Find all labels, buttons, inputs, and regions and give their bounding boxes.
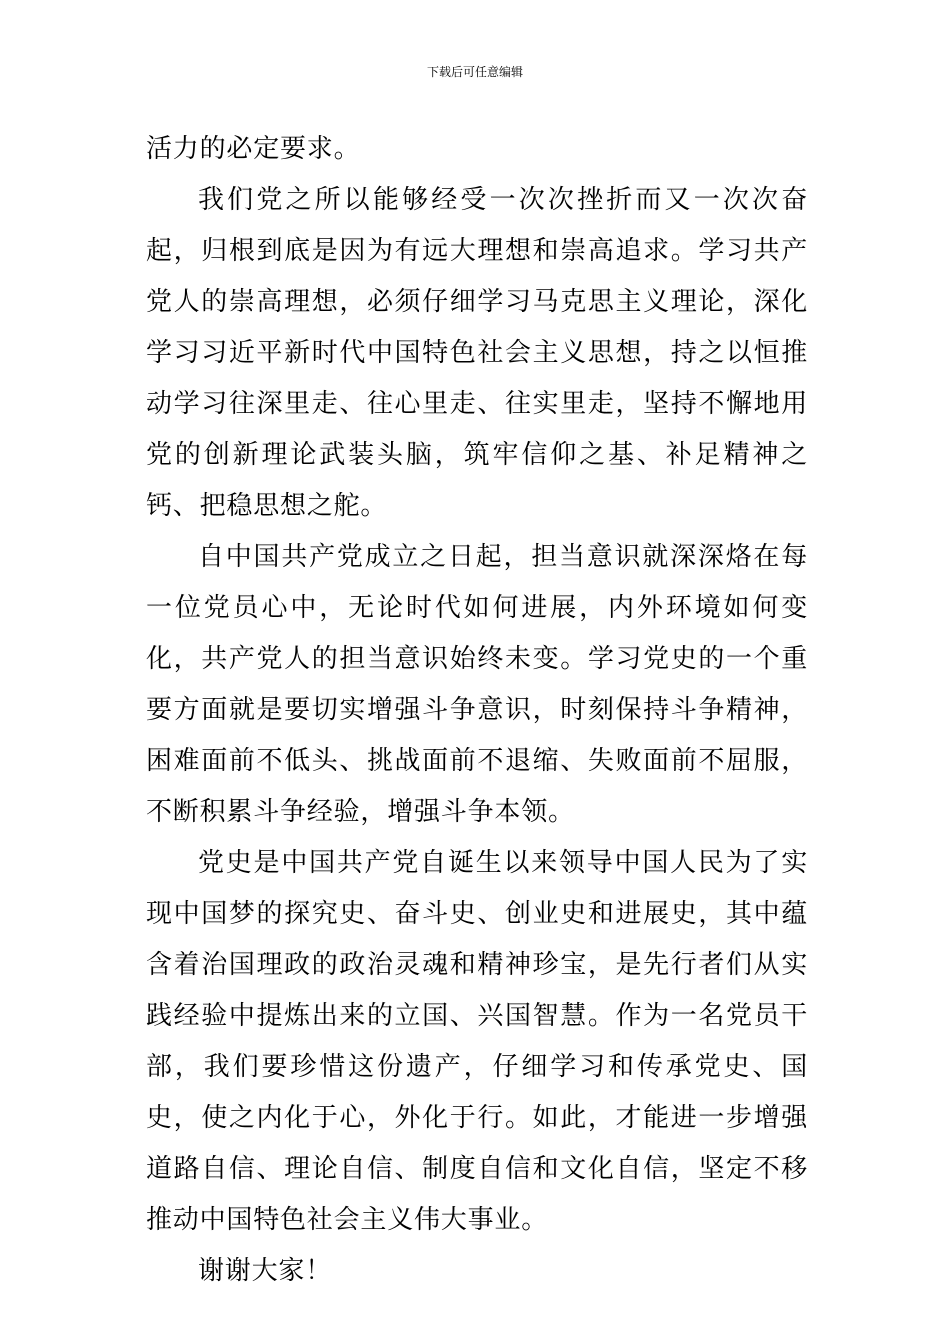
page-header: 下载后可任意编辑 xyxy=(426,65,523,79)
paragraph-party-history: 党史是中国共产党自诞生以来领导中国人民为了实现中国梦的探究史、奋斗史、创业史和进展史，其中蕴含着治国理政的政治灵魂和精神珍宝，是先行者们从实践经验中提炼出来的立国、兴国智慧。作为一名党员干部，我们要珍惜这份遗产，仔细学习和传承党史、国史，使之内化于心，外化于行。如此，才能进一步增强道路自信、理论自信、制度自信和文化自信，坚定不移推动中国特色社会主义伟大事业。 xyxy=(146,848,808,1235)
paragraph-continuation: 活力的必定要求。 xyxy=(146,134,361,164)
paragraph-closing: 谢谢大家！ xyxy=(198,1256,333,1286)
document-body xyxy=(146,124,808,1297)
paragraph-responsibility: 自中国共产党成立之日起，担当意识就深深烙在每一位党员心中，无论时代如何进展，内外环境如何变化，共产党人的担当意识始终未变。学习党史的一个重要方面就是要切实增强斗争意识，时刻保持斗争精神，困难面前不低头、挑战面前不退缩、失败面前不屈服，不断积累斗争经验，增强斗争本领。 xyxy=(146,542,808,827)
paragraph-ideals: 我们党之所以能够经受一次次挫折而又一次次奋起，归根到底是因为有远大理想和崇高追求。学习共产党人的崇高理想，必须仔细学习马克思主义理论，深化学习习近平新时代中国特色社会主义思想，持之以恒推动学习往深里走、往心里走、往实里走，坚持不懈地用党的创新理论武装头脑，筑牢信仰之基、补足精神之钙、把稳思想之舵。 xyxy=(146,185,808,521)
